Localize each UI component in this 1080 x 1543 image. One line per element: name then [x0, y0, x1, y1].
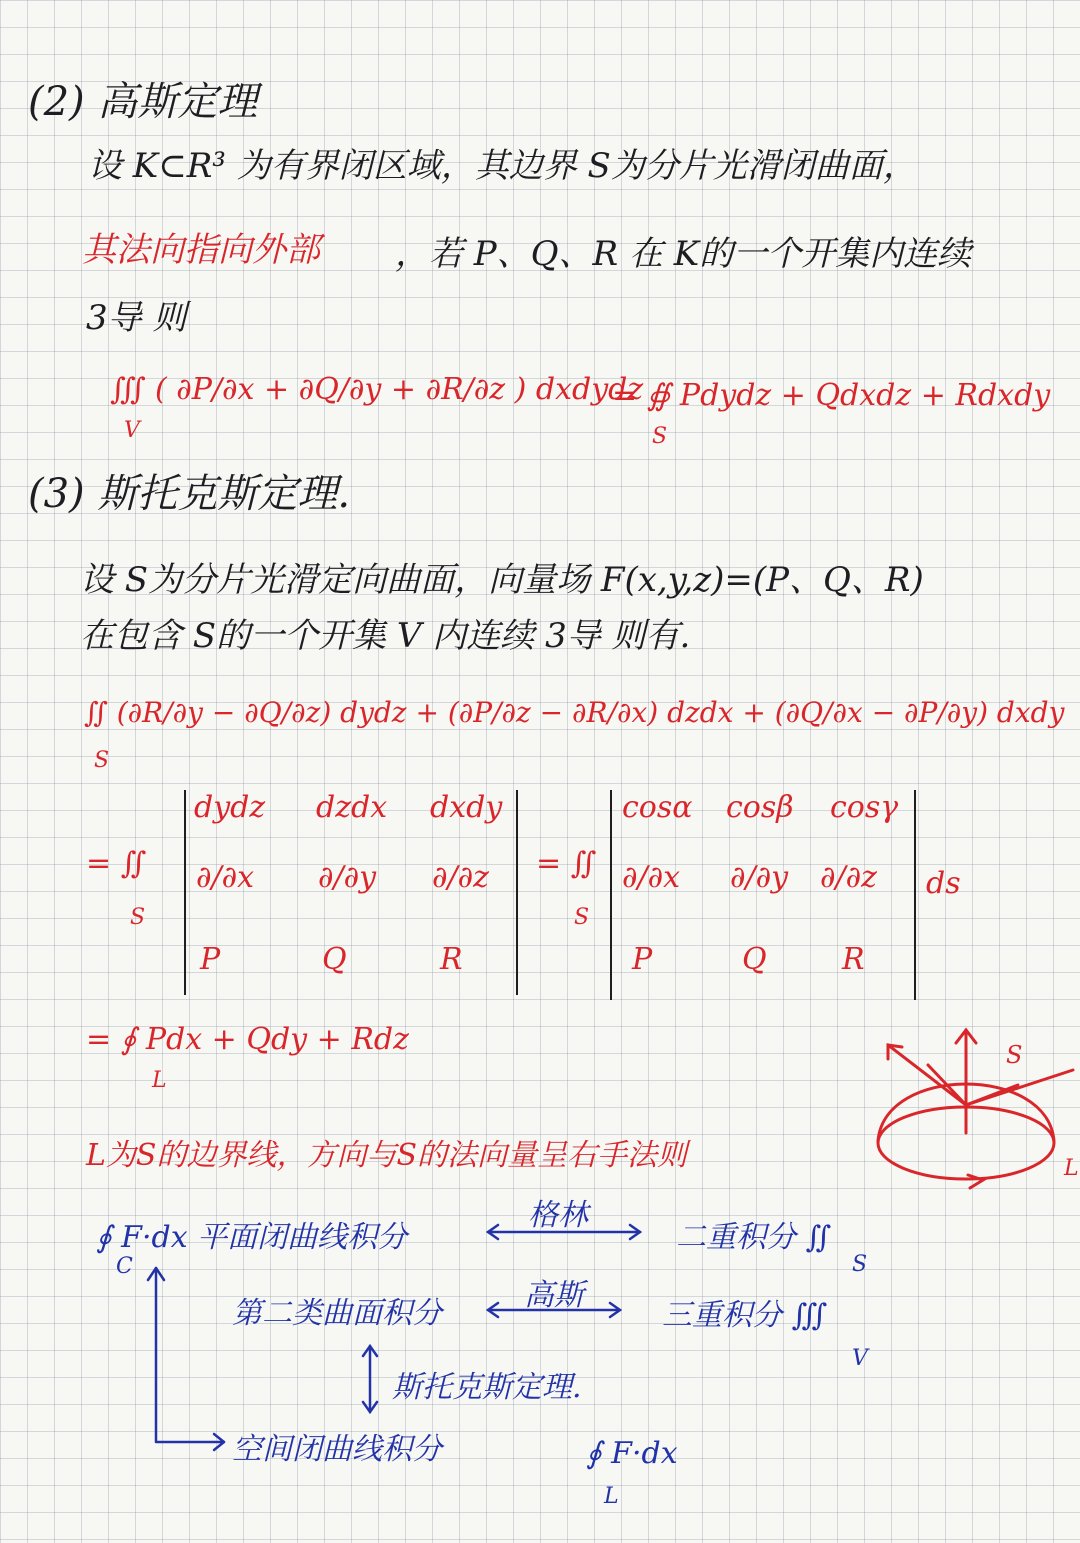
stokes-note: L为S的边界线，方向与S的法向量呈右手法则 — [86, 1138, 688, 1173]
summary-row2-double-arrow — [484, 1300, 624, 1320]
summary-row1-sub-s: S — [852, 1252, 868, 1277]
diagram-normal-left — [888, 1045, 966, 1105]
det1-r1c1: dydz — [194, 790, 266, 825]
stokes-line-sub-l: L — [152, 1068, 167, 1093]
det1-r2c3: ∂/∂z — [432, 860, 489, 895]
summary-vertical-double-arrow — [360, 1342, 380, 1416]
summary-row1-sub-c: C — [116, 1254, 133, 1279]
det2-right-bar — [914, 790, 916, 1000]
summary-row1-right: 二重积分 ∬ — [676, 1220, 832, 1255]
stokes-curl-formula: ∬ (∂R/∂y − ∂Q/∂z) dydz + (∂P/∂z − ∂R/∂x) dzdx + (∂Q/∂x − ∂P/∂y) dxdy — [84, 696, 1065, 729]
summary-row3-label: 斯托克斯定理. — [392, 1370, 582, 1405]
stokes-line-1: 设 S为分片光滑定向曲面，向量场 F(x,y,z)=(P、Q、R) — [80, 560, 924, 600]
summary-row2-left: 第二类曲面积分 — [232, 1296, 442, 1331]
det2-sub-s: S — [574, 905, 590, 930]
det2-r2c1: ∂/∂x — [622, 860, 681, 895]
det1-sub-s: S — [130, 905, 146, 930]
det2-r3c2: Q — [742, 942, 767, 977]
diagram-y-axis — [966, 1085, 1018, 1105]
hemisphere-diagram — [868, 1025, 1078, 1205]
summary-row4-left: 空间闭曲线积分 — [232, 1432, 442, 1467]
stokes-heading: (3) 斯托克斯定理. — [28, 471, 351, 517]
det2-prefix: = ∬ — [536, 846, 597, 881]
det2-left-bar — [610, 790, 612, 1000]
det2-r2c3: ∂/∂z — [820, 860, 877, 895]
det2-r3c1: P — [632, 942, 653, 977]
det2-ds: ds — [926, 866, 961, 901]
det1-right-bar — [516, 790, 518, 995]
det2-r1c2: cosβ — [726, 790, 794, 825]
det1-r2c2: ∂/∂y — [318, 860, 377, 895]
diagram-label-s: S — [1006, 1041, 1023, 1069]
diagram-boundary-arrowhead — [968, 1175, 983, 1188]
summary-row4-sub-l: L — [604, 1484, 619, 1509]
det2-r3c3: R — [842, 942, 865, 977]
gauss-formula-right: = ∯ Pdydz + Qdxdz + Rdxdy — [612, 378, 1051, 413]
gauss-line-2-black: ，若 P、Q、R 在 K的一个开集内连续 — [395, 234, 972, 274]
det2-r1c1: cosα — [622, 790, 693, 825]
gauss-line-3: 3导 则 — [86, 298, 187, 338]
gauss-line-2-red: 其法向指向外部 — [82, 230, 320, 270]
summary-row1-left: ∮ F·dx 平面闭曲线积分 — [96, 1220, 408, 1255]
gauss-formula-left: ∭ ( ∂P/∂x + ∂Q/∂y + ∂R/∂z ) dxdydz — [110, 372, 644, 407]
det1-prefix: = ∬ — [86, 846, 147, 881]
gauss-sub-v: V — [124, 418, 140, 443]
stokes-line-2: 在包含 S的一个开集 V 内连续 3导 则有. — [80, 616, 691, 656]
gauss-line-1: 设 K⊂R³ 为有界闭区域，其边界 S为分片光滑闭曲面， — [88, 146, 917, 186]
gauss-heading: (2) 高斯定理 — [28, 79, 258, 125]
summary-elbow-arrow — [140, 1262, 240, 1462]
stokes-line-integral: = ∮ Pdx + Qdy + Rdz — [86, 1022, 409, 1057]
summary-row1-arrow-label: 格林 — [528, 1198, 588, 1233]
det1-r1c3: dxdy — [430, 790, 503, 825]
det1-r3c3: R — [440, 942, 463, 977]
det1-r3c1: P — [200, 942, 221, 977]
det1-r1c2: dzdx — [316, 790, 388, 825]
summary-row2-right: 三重积分 ∭ — [662, 1298, 827, 1333]
diagram-label-l: L — [1064, 1156, 1079, 1181]
det1-r3c2: Q — [322, 942, 347, 977]
summary-row2-arrow-label: 高斯 — [524, 1278, 584, 1313]
summary-row2-sub-v: V — [852, 1346, 868, 1371]
det2-r2c2: ∂/∂y — [730, 860, 789, 895]
summary-row4-right: ∮ F·dx — [586, 1436, 678, 1471]
det1-left-bar — [184, 790, 186, 995]
summary-row1-double-arrow — [484, 1222, 644, 1242]
det1-r2c1: ∂/∂x — [196, 860, 255, 895]
stokes-curl-sub-s: S — [94, 748, 110, 773]
gauss-sub-s: S — [652, 424, 668, 449]
det2-r1c3: cosγ — [830, 790, 899, 825]
